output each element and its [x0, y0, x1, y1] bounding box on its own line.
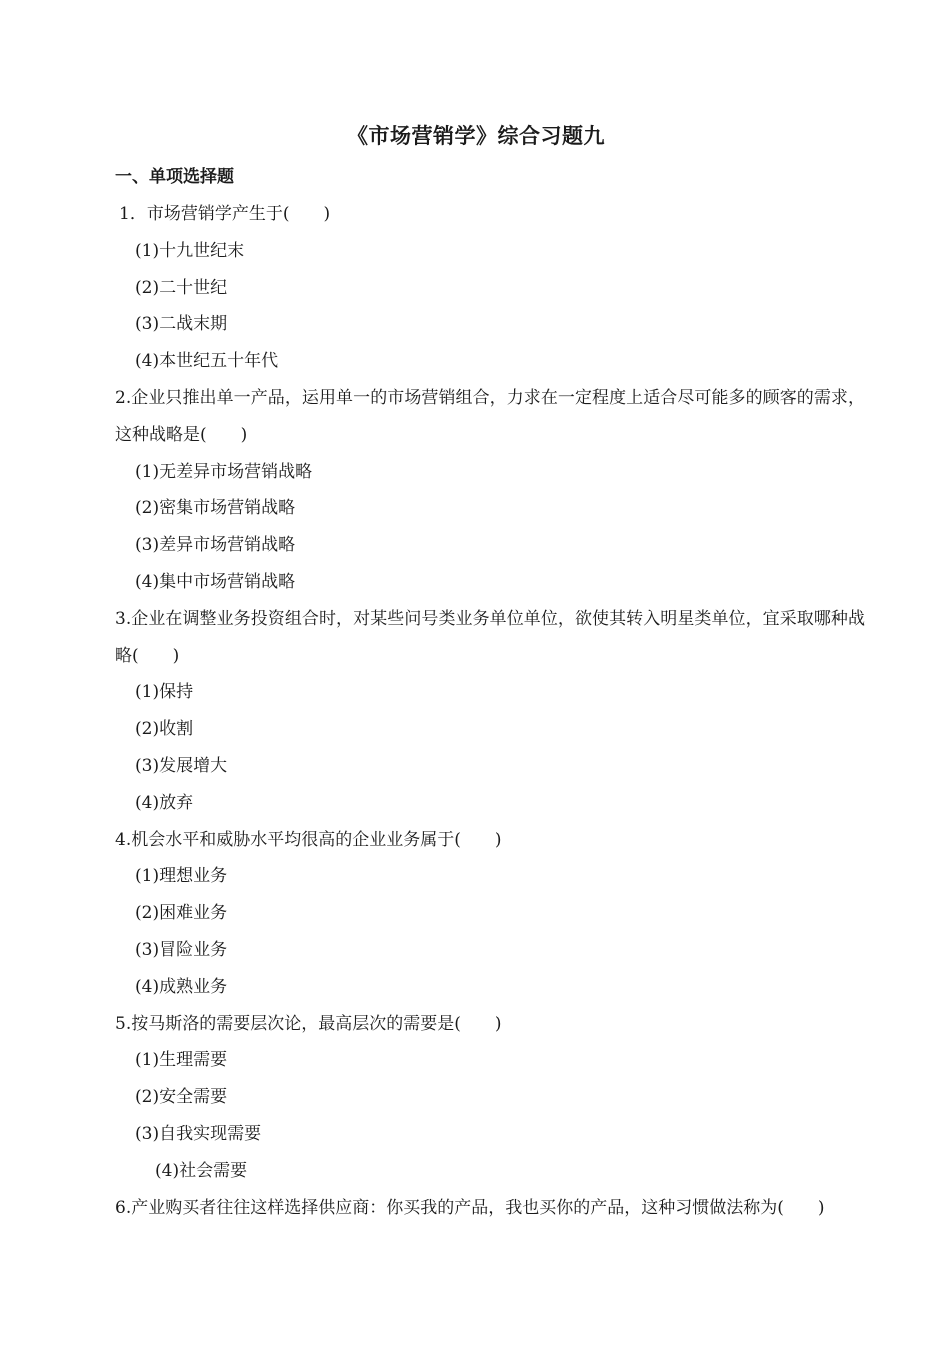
question-option: (2)收割: [135, 719, 194, 740]
question-stem: 2.企业只推出单一产品，运用单一的市场营销组合，力求在一定程度上适合尽可能多的顾客的需求，这种战略是( ): [115, 387, 865, 445]
question-option: (3)差异市场营销战略: [135, 535, 296, 556]
document-title: 《市场营销学》综合习题九: [347, 123, 605, 148]
question-option: (2)安全需要: [135, 1087, 228, 1108]
question-option: (1)理想业务: [135, 866, 228, 887]
question-option: (1)十九世纪末: [135, 240, 245, 261]
question-option: (3)自我实现需要: [135, 1123, 262, 1144]
question-option: (3)冒险业务: [135, 939, 228, 960]
question-option: (1)无差异市场营销战略: [135, 461, 313, 482]
question-stem: 5.按马斯洛的需要层次论，最高层次的需要是( ): [115, 1013, 502, 1034]
question-option: (1)生理需要: [135, 1050, 228, 1071]
question-option: (3)二战末期: [135, 314, 228, 335]
question-option: (3)发展增大: [135, 755, 228, 776]
question-option: (2)密集市场营销战略: [135, 498, 296, 519]
section-heading: 一、单项选择题: [115, 167, 234, 187]
question-stem: 3.企业在调整业务投资组合时，对某些问号类业务单位单位，欲使其转入明星类单位，宜采取哪种战略( ): [115, 608, 865, 666]
question-option: (1)保持: [135, 682, 194, 703]
question-option: (4)成熟业务: [135, 976, 228, 997]
question-stem: 6.产业购买者往往这样选择供应商：你买我的产品，我也买你的产品，这种习惯做法称为( ): [115, 1197, 825, 1218]
question-option: (4)放弃: [135, 792, 194, 813]
question-option: (4)集中市场营销战略: [135, 571, 296, 592]
question-stem: 1．市场营销学产生于( ): [119, 204, 331, 224]
question-stem: 4.机会水平和威胁水平均很高的企业业务属于( ): [115, 829, 502, 850]
question-option: (4)社会需要: [155, 1160, 248, 1181]
question-list: [115, 196, 865, 1226]
question-option: (4)本世纪五十年代: [135, 351, 279, 372]
question-option: (2)二十世纪: [135, 277, 228, 298]
question-option: (2)困难业务: [135, 903, 228, 924]
